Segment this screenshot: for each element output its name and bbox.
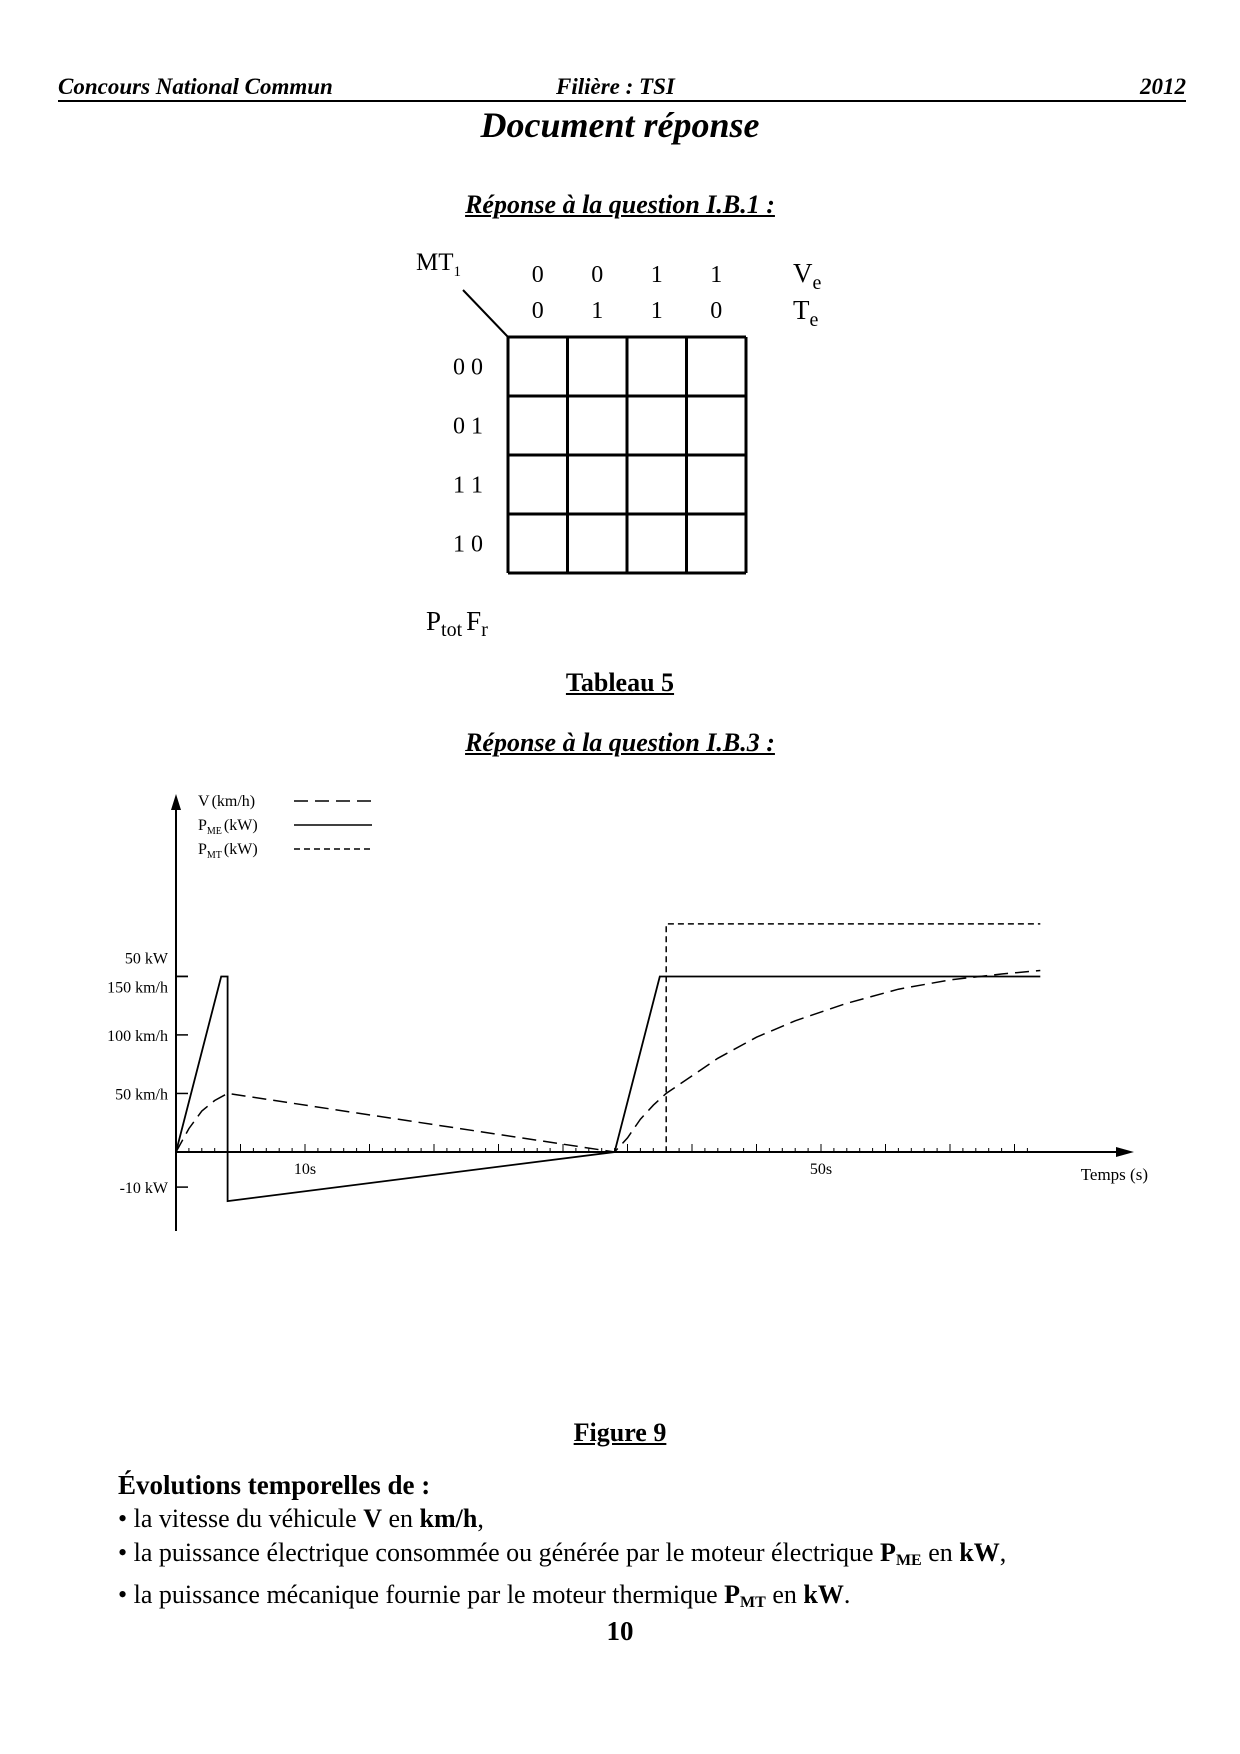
item-text: en xyxy=(765,1580,804,1609)
y-tick-label: -10 kW xyxy=(119,1180,168,1198)
series-line-v-km-h xyxy=(176,971,1040,1153)
description-item xyxy=(118,1578,1198,1620)
table-caption: Tableau 5 xyxy=(565,668,675,697)
kmap-row-header: 0 0 xyxy=(453,354,483,381)
kmap-col-var-top: $V_e$ xyxy=(793,258,822,294)
item-text: • la puissance électrique consommée ou générée par le moteur électrique xyxy=(118,1538,881,1567)
item-unit: kW xyxy=(959,1538,1000,1567)
figure-caption: Figure 9 xyxy=(573,1418,667,1447)
item-unit: km/h xyxy=(419,1504,478,1533)
item-text: , xyxy=(999,1538,1007,1567)
x-tick-label: 50s xyxy=(809,1161,833,1178)
chart-legend xyxy=(198,793,372,861)
header-left: Concours National Commun xyxy=(58,74,333,99)
item-text: . xyxy=(843,1580,851,1609)
y-tick-label: 100 km/h xyxy=(107,1027,168,1045)
kmap-col-header-bottom: 0 xyxy=(531,298,544,324)
legend-label: $P_{MT}$ (kW) xyxy=(198,841,258,861)
description-item xyxy=(118,1502,1198,1536)
kmap-col-var-bottom: $T_e$ xyxy=(793,295,819,331)
kmap-row-headers xyxy=(453,355,483,558)
kmap-row-var-label: $P_{tot}$ $F_r$ xyxy=(426,606,488,641)
page-number: 10 xyxy=(606,1616,634,1646)
kmap-col-header-bottom: 0 xyxy=(710,298,723,324)
question-ib3-title: Réponse à la question I.B.3 : xyxy=(465,728,775,757)
item-symbol: $P_{ME}$ xyxy=(880,1538,922,1569)
item-text: • la puissance mécanique fournie par le moteur thermique xyxy=(118,1580,725,1609)
y-tick-label: 50 km/h xyxy=(115,1086,168,1104)
item-text: • la vitesse du véhicule xyxy=(118,1504,364,1533)
series-line-p-mt-kw xyxy=(176,924,1040,1152)
chart-series xyxy=(176,924,1040,1201)
item-symbol: V xyxy=(363,1504,382,1533)
kmap-col-header-bottom: 1 xyxy=(591,298,604,324)
kmap-diagonal xyxy=(463,290,508,337)
figure-9-chart xyxy=(76,786,1176,1386)
kmap-col-header-top: 0 xyxy=(531,262,544,288)
kmap-col-header-bottom: 1 xyxy=(650,298,663,324)
chart-ticks xyxy=(107,951,1148,1198)
header-right: 2012 xyxy=(1140,74,1186,99)
x-tick-label: 10s xyxy=(293,1161,317,1178)
item-unit: kW xyxy=(803,1580,844,1609)
kmap-row-header: 0 1 xyxy=(453,413,483,440)
item-text: en xyxy=(381,1504,420,1533)
figure-description xyxy=(118,1468,1198,1620)
kmap-col-header-top: 0 xyxy=(591,262,604,288)
kmap-col-header-top: 1 xyxy=(650,262,663,288)
kmap-column-headers xyxy=(532,262,723,324)
kmap-row-header: 1 0 xyxy=(453,531,483,558)
description-heading: Évolutions temporelles de : xyxy=(118,1470,431,1500)
kmap-corner-label: $MT_1$ xyxy=(416,249,461,280)
header-rule xyxy=(58,100,1186,102)
item-symbol: $P_{MT}$ xyxy=(724,1580,766,1611)
y-tick-label: 50 kW xyxy=(124,950,168,968)
item-text: , xyxy=(477,1504,484,1533)
question-ib1-title: Réponse à la question I.B.1 : xyxy=(465,190,775,219)
page-title: Document réponse xyxy=(480,105,760,145)
x-axis-arrow xyxy=(1116,1147,1134,1157)
kmap-row-header: 1 1 xyxy=(453,472,483,499)
item-text: en xyxy=(921,1538,960,1567)
karnaugh-map xyxy=(400,240,840,650)
x-axis-label: Temps (s) xyxy=(1080,1165,1148,1184)
legend-label: V (km/h) xyxy=(198,793,256,810)
legend-label: $P_{ME}$ (kW) xyxy=(198,817,258,837)
header-center: Filière : TSI xyxy=(556,74,675,99)
description-item xyxy=(118,1536,1198,1578)
kmap-grid xyxy=(508,337,746,573)
y-axis-arrow xyxy=(171,794,181,810)
y-tick-label: 150 km/h xyxy=(107,979,168,997)
kmap-col-header-top: 1 xyxy=(710,262,723,288)
